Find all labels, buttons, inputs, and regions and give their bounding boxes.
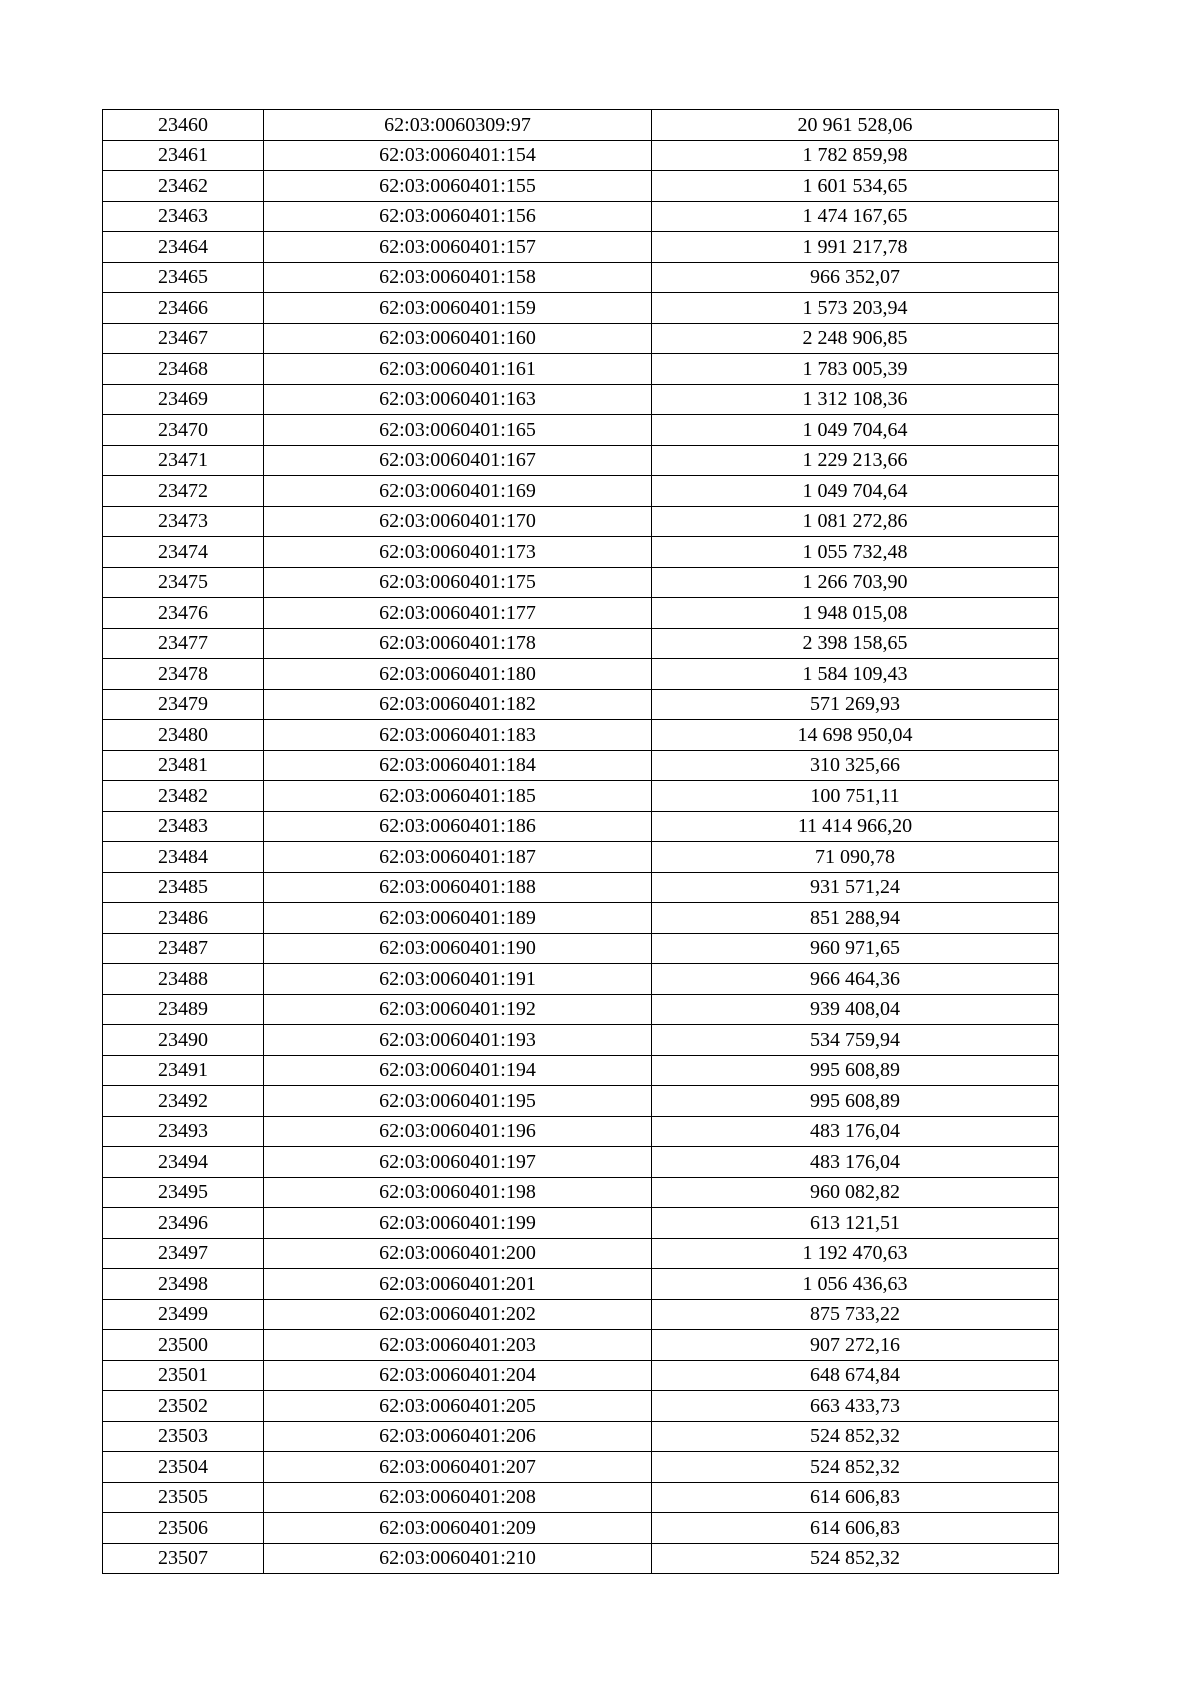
cadastral-number-cell: 62:03:0060401:206 <box>264 1421 652 1452</box>
cadastral-value-cell: 613 121,51 <box>652 1208 1059 1239</box>
cadastral-value-cell: 1 601 534,65 <box>652 171 1059 202</box>
table-row <box>103 1391 1059 1422</box>
cadastral-value-cell: 907 272,16 <box>652 1330 1059 1361</box>
cadastral-value-cell: 939 408,04 <box>652 994 1059 1025</box>
row-number-cell: 23471 <box>103 445 264 476</box>
table-row <box>103 537 1059 568</box>
cadastral-number-cell: 62:03:0060401:175 <box>264 567 652 598</box>
cadastral-value-cell: 71 090,78 <box>652 842 1059 873</box>
row-number-cell: 23491 <box>103 1055 264 1086</box>
cadastral-number-cell: 62:03:0060401:208 <box>264 1482 652 1513</box>
row-number-cell: 23505 <box>103 1482 264 1513</box>
table-row <box>103 1421 1059 1452</box>
cadastral-number-cell: 62:03:0060401:209 <box>264 1513 652 1544</box>
row-number-cell: 23487 <box>103 933 264 964</box>
cadastral-number-cell: 62:03:0060401:157 <box>264 232 652 263</box>
cadastral-number-cell: 62:03:0060401:173 <box>264 537 652 568</box>
table-row <box>103 506 1059 537</box>
table-row <box>103 476 1059 507</box>
table-row <box>103 628 1059 659</box>
row-number-cell: 23479 <box>103 689 264 720</box>
table-row <box>103 1543 1059 1574</box>
cadastral-value-cell: 1 056 436,63 <box>652 1269 1059 1300</box>
cadastral-value-cell: 483 176,04 <box>652 1147 1059 1178</box>
row-number-cell: 23485 <box>103 872 264 903</box>
table-row <box>103 1360 1059 1391</box>
cadastral-value-cell: 995 608,89 <box>652 1086 1059 1117</box>
cadastral-number-cell: 62:03:0060401:205 <box>264 1391 652 1422</box>
cadastral-value-cell: 648 674,84 <box>652 1360 1059 1391</box>
row-number-cell: 23470 <box>103 415 264 446</box>
cadastral-value-cell: 20 961 528,06 <box>652 110 1059 141</box>
cadastral-value-cell: 14 698 950,04 <box>652 720 1059 751</box>
cadastral-value-cell: 524 852,32 <box>652 1421 1059 1452</box>
cadastral-value-cell: 1 055 732,48 <box>652 537 1059 568</box>
cadastral-value-cell: 1 474 167,65 <box>652 201 1059 232</box>
table-row <box>103 293 1059 324</box>
cadastral-value-cell: 1 312 108,36 <box>652 384 1059 415</box>
cadastral-number-cell: 62:03:0060401:189 <box>264 903 652 934</box>
row-number-cell: 23475 <box>103 567 264 598</box>
cadastral-number-cell: 62:03:0060401:177 <box>264 598 652 629</box>
row-number-cell: 23465 <box>103 262 264 293</box>
table-row <box>103 1086 1059 1117</box>
row-number-cell: 23463 <box>103 201 264 232</box>
cadastral-number-cell: 62:03:0060309:97 <box>264 110 652 141</box>
table-row <box>103 1025 1059 1056</box>
cadastral-number-cell: 62:03:0060401:197 <box>264 1147 652 1178</box>
row-number-cell: 23503 <box>103 1421 264 1452</box>
cadastral-number-cell: 62:03:0060401:195 <box>264 1086 652 1117</box>
row-number-cell: 23481 <box>103 750 264 781</box>
cadastral-number-cell: 62:03:0060401:210 <box>264 1543 652 1574</box>
table-row <box>103 110 1059 141</box>
cadastral-value-table <box>102 109 1059 1574</box>
cadastral-value-cell: 100 751,11 <box>652 781 1059 812</box>
cadastral-number-cell: 62:03:0060401:161 <box>264 354 652 385</box>
cadastral-number-cell: 62:03:0060401:196 <box>264 1116 652 1147</box>
table-row <box>103 903 1059 934</box>
cadastral-value-cell: 1 266 703,90 <box>652 567 1059 598</box>
row-number-cell: 23468 <box>103 354 264 385</box>
cadastral-value-cell: 931 571,24 <box>652 872 1059 903</box>
cadastral-value-cell: 483 176,04 <box>652 1116 1059 1147</box>
table-row <box>103 1269 1059 1300</box>
cadastral-number-cell: 62:03:0060401:188 <box>264 872 652 903</box>
table-row <box>103 720 1059 751</box>
row-number-cell: 23484 <box>103 842 264 873</box>
cadastral-value-cell: 663 433,73 <box>652 1391 1059 1422</box>
row-number-cell: 23495 <box>103 1177 264 1208</box>
row-number-cell: 23469 <box>103 384 264 415</box>
table-row <box>103 598 1059 629</box>
table-row <box>103 262 1059 293</box>
row-number-cell: 23474 <box>103 537 264 568</box>
row-number-cell: 23473 <box>103 506 264 537</box>
row-number-cell: 23488 <box>103 964 264 995</box>
row-number-cell: 23499 <box>103 1299 264 1330</box>
cadastral-value-cell: 875 733,22 <box>652 1299 1059 1330</box>
cadastral-number-cell: 62:03:0060401:167 <box>264 445 652 476</box>
row-number-cell: 23500 <box>103 1330 264 1361</box>
cadastral-number-cell: 62:03:0060401:185 <box>264 781 652 812</box>
table-row <box>103 781 1059 812</box>
row-number-cell: 23483 <box>103 811 264 842</box>
row-number-cell: 23480 <box>103 720 264 751</box>
cadastral-number-cell: 62:03:0060401:203 <box>264 1330 652 1361</box>
row-number-cell: 23477 <box>103 628 264 659</box>
row-number-cell: 23482 <box>103 781 264 812</box>
row-number-cell: 23464 <box>103 232 264 263</box>
table-body <box>103 110 1059 1574</box>
cadastral-value-cell: 966 464,36 <box>652 964 1059 995</box>
table-row <box>103 232 1059 263</box>
cadastral-number-cell: 62:03:0060401:159 <box>264 293 652 324</box>
cadastral-number-cell: 62:03:0060401:193 <box>264 1025 652 1056</box>
table-row <box>103 415 1059 446</box>
cadastral-value-cell: 1 584 109,43 <box>652 659 1059 690</box>
row-number-cell: 23497 <box>103 1238 264 1269</box>
table-row <box>103 171 1059 202</box>
cadastral-number-cell: 62:03:0060401:187 <box>264 842 652 873</box>
cadastral-number-cell: 62:03:0060401:199 <box>264 1208 652 1239</box>
table-row <box>103 1238 1059 1269</box>
table-row <box>103 659 1059 690</box>
row-number-cell: 23501 <box>103 1360 264 1391</box>
cadastral-value-cell: 524 852,32 <box>652 1543 1059 1574</box>
cadastral-value-cell: 524 852,32 <box>652 1452 1059 1483</box>
table-row <box>103 689 1059 720</box>
table-row <box>103 445 1059 476</box>
table-row <box>103 1299 1059 1330</box>
table-row <box>103 964 1059 995</box>
table-row <box>103 323 1059 354</box>
row-number-cell: 23498 <box>103 1269 264 1300</box>
cadastral-value-cell: 1 991 217,78 <box>652 232 1059 263</box>
cadastral-number-cell: 62:03:0060401:201 <box>264 1269 652 1300</box>
cadastral-number-cell: 62:03:0060401:169 <box>264 476 652 507</box>
cadastral-number-cell: 62:03:0060401:198 <box>264 1177 652 1208</box>
row-number-cell: 23462 <box>103 171 264 202</box>
cadastral-value-cell: 614 606,83 <box>652 1513 1059 1544</box>
cadastral-value-cell: 11 414 966,20 <box>652 811 1059 842</box>
row-number-cell: 23506 <box>103 1513 264 1544</box>
table-row <box>103 567 1059 598</box>
cadastral-value-cell: 1 192 470,63 <box>652 1238 1059 1269</box>
row-number-cell: 23492 <box>103 1086 264 1117</box>
table-row <box>103 1452 1059 1483</box>
cadastral-number-cell: 62:03:0060401:183 <box>264 720 652 751</box>
row-number-cell: 23502 <box>103 1391 264 1422</box>
table-row <box>103 872 1059 903</box>
cadastral-number-cell: 62:03:0060401:190 <box>264 933 652 964</box>
cadastral-number-cell: 62:03:0060401:186 <box>264 811 652 842</box>
table-row <box>103 1147 1059 1178</box>
table-row <box>103 750 1059 781</box>
table-row <box>103 201 1059 232</box>
cadastral-number-cell: 62:03:0060401:156 <box>264 201 652 232</box>
row-number-cell: 23467 <box>103 323 264 354</box>
cadastral-number-cell: 62:03:0060401:204 <box>264 1360 652 1391</box>
cadastral-value-cell: 1 081 272,86 <box>652 506 1059 537</box>
cadastral-number-cell: 62:03:0060401:178 <box>264 628 652 659</box>
cadastral-number-cell: 62:03:0060401:200 <box>264 1238 652 1269</box>
table-row <box>103 384 1059 415</box>
cadastral-value-cell: 1 948 015,08 <box>652 598 1059 629</box>
row-number-cell: 23494 <box>103 1147 264 1178</box>
cadastral-value-cell: 1 782 859,98 <box>652 140 1059 171</box>
table-row <box>103 1116 1059 1147</box>
cadastral-value-cell: 1 573 203,94 <box>652 293 1059 324</box>
cadastral-value-cell: 310 325,66 <box>652 750 1059 781</box>
cadastral-value-cell: 995 608,89 <box>652 1055 1059 1086</box>
cadastral-number-cell: 62:03:0060401:170 <box>264 506 652 537</box>
table-row <box>103 933 1059 964</box>
cadastral-value-cell: 966 352,07 <box>652 262 1059 293</box>
row-number-cell: 23504 <box>103 1452 264 1483</box>
row-number-cell: 23489 <box>103 994 264 1025</box>
table-row <box>103 994 1059 1025</box>
cadastral-number-cell: 62:03:0060401:207 <box>264 1452 652 1483</box>
cadastral-value-cell: 851 288,94 <box>652 903 1059 934</box>
table-row <box>103 1055 1059 1086</box>
cadastral-value-cell: 1 049 704,64 <box>652 415 1059 446</box>
row-number-cell: 23478 <box>103 659 264 690</box>
cadastral-value-cell: 2 248 906,85 <box>652 323 1059 354</box>
cadastral-number-cell: 62:03:0060401:158 <box>264 262 652 293</box>
cadastral-value-cell: 1 049 704,64 <box>652 476 1059 507</box>
cadastral-number-cell: 62:03:0060401:194 <box>264 1055 652 1086</box>
cadastral-value-cell: 614 606,83 <box>652 1482 1059 1513</box>
cadastral-value-cell: 1 229 213,66 <box>652 445 1059 476</box>
table-row <box>103 842 1059 873</box>
cadastral-number-cell: 62:03:0060401:163 <box>264 384 652 415</box>
row-number-cell: 23507 <box>103 1543 264 1574</box>
cadastral-number-cell: 62:03:0060401:202 <box>264 1299 652 1330</box>
cadastral-value-cell: 2 398 158,65 <box>652 628 1059 659</box>
cadastral-number-cell: 62:03:0060401:155 <box>264 171 652 202</box>
cadastral-number-cell: 62:03:0060401:154 <box>264 140 652 171</box>
cadastral-number-cell: 62:03:0060401:160 <box>264 323 652 354</box>
cadastral-value-cell: 960 082,82 <box>652 1177 1059 1208</box>
row-number-cell: 23490 <box>103 1025 264 1056</box>
cadastral-value-cell: 571 269,93 <box>652 689 1059 720</box>
row-number-cell: 23461 <box>103 140 264 171</box>
cadastral-number-cell: 62:03:0060401:182 <box>264 689 652 720</box>
cadastral-value-cell: 960 971,65 <box>652 933 1059 964</box>
cadastral-number-cell: 62:03:0060401:180 <box>264 659 652 690</box>
table-row <box>103 1330 1059 1361</box>
cadastral-number-cell: 62:03:0060401:184 <box>264 750 652 781</box>
cadastral-value-cell: 1 783 005,39 <box>652 354 1059 385</box>
table-row <box>103 140 1059 171</box>
table-row <box>103 1482 1059 1513</box>
table-row <box>103 1513 1059 1544</box>
row-number-cell: 23460 <box>103 110 264 141</box>
table-row <box>103 1208 1059 1239</box>
cadastral-number-cell: 62:03:0060401:165 <box>264 415 652 446</box>
cadastral-value-cell: 534 759,94 <box>652 1025 1059 1056</box>
row-number-cell: 23466 <box>103 293 264 324</box>
cadastral-number-cell: 62:03:0060401:191 <box>264 964 652 995</box>
row-number-cell: 23496 <box>103 1208 264 1239</box>
row-number-cell: 23493 <box>103 1116 264 1147</box>
table-row <box>103 811 1059 842</box>
row-number-cell: 23476 <box>103 598 264 629</box>
cadastral-number-cell: 62:03:0060401:192 <box>264 994 652 1025</box>
table-row <box>103 1177 1059 1208</box>
row-number-cell: 23472 <box>103 476 264 507</box>
table-row <box>103 354 1059 385</box>
row-number-cell: 23486 <box>103 903 264 934</box>
